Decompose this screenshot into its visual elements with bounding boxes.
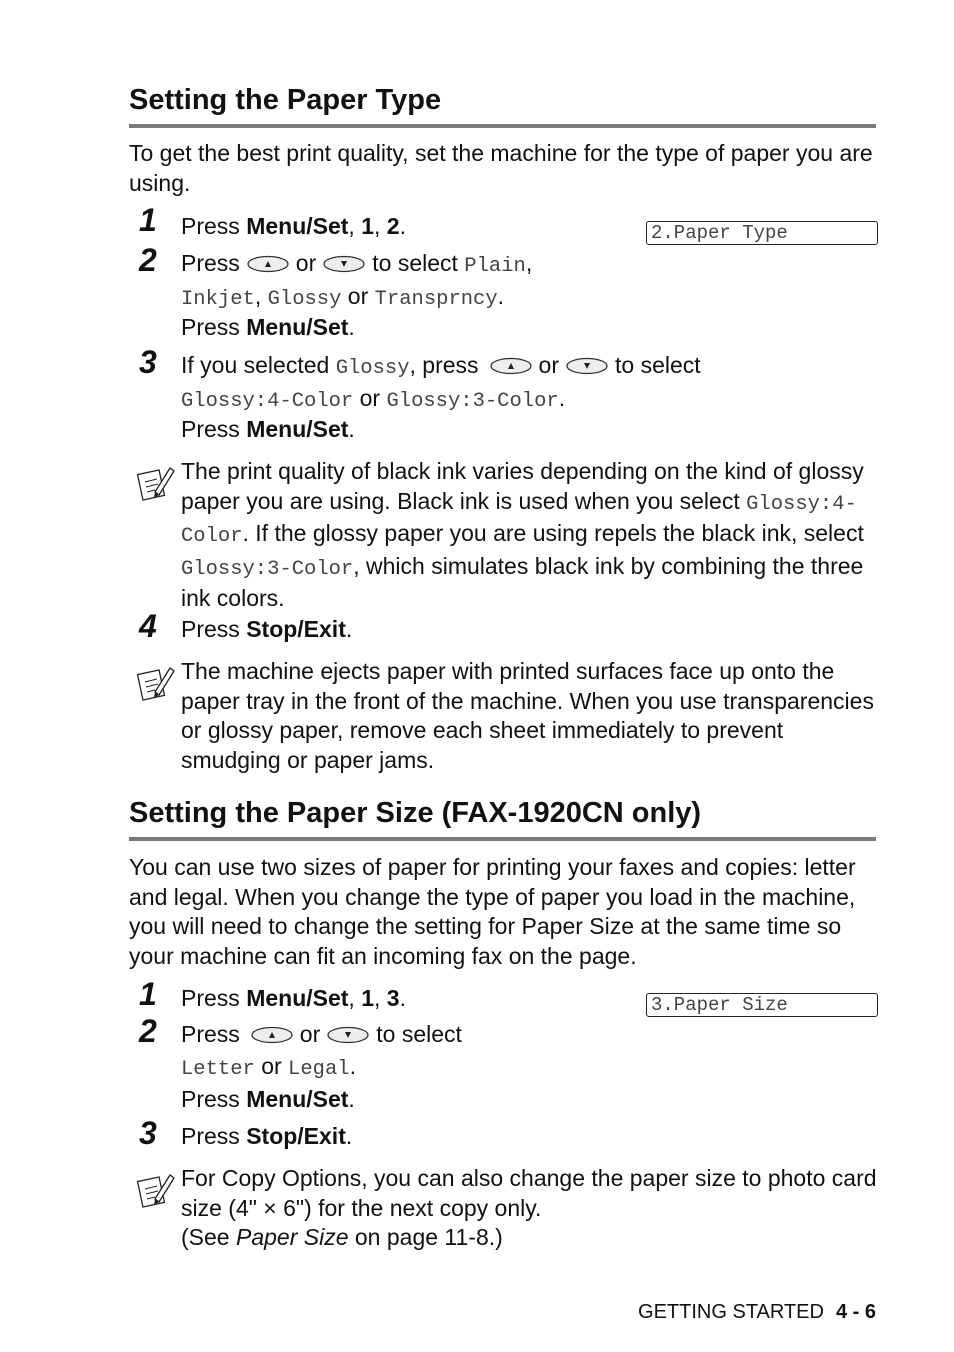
note-text: For Copy Options, you can also change the paper size to photo card size (4" × 6") for the next copy only. (See Paper Size on page 11-8.) [181,1165,877,1250]
stop-exit-key: Stop/Exit [246,616,346,642]
step-text: Press Stop/Exit. [181,616,353,642]
menu-set-key: Menu/Set [246,314,349,340]
step-text: Press Menu/Set. [181,314,355,340]
step-text: Press or to select Plain, Inkjet, Glossy or Transprncy. [181,250,533,311]
step-number: 4 [139,608,157,644]
step-text: Press Menu/Set. [181,1086,355,1112]
note-text: The print quality of black ink varies depending on the kind of glossy paper you are using. Black ink is used when you select Glossy:4-Color. If the glossy paper you are using repels the black ink, select Glossy:3-Color, which simulates black ink by combining the three ink colors. [181,458,864,611]
step-number: 3 [139,1115,157,1151]
stop-exit-key: Stop/Exit [246,1123,346,1149]
menu-set-key: Menu/Set [246,213,349,239]
step-text: Press Stop/Exit. [181,1123,353,1149]
note-pencil-icon [137,662,175,710]
step-number: 2 [139,1013,157,1049]
intro-paragraph: To get the best print quality, set the machine for the type of paper you are using. [129,140,873,196]
down-arrow-key-icon [322,251,366,281]
up-arrow-key-icon [246,251,290,281]
chapter-label: GETTING STARTED [638,1301,824,1323]
intro-paragraph: You can use two sizes of paper for printing your faxes and copies: letter and legal. When you change the type of paper you load in the machine, you will need to change the setting for Paper Size at the same time so your machine can fit an incoming fax on the page. [129,854,856,969]
step-text: Press Menu/Set. [181,416,355,442]
step-text: If you selected Glossy, press or to select Glossy:4-Color or Glossy:3-Color. [181,352,701,413]
menu-set-key: Menu/Set [246,985,349,1011]
up-arrow-key-icon [489,353,533,383]
step-number: 1 [139,202,157,238]
section-heading-paper-type: Setting the Paper Type [129,84,442,116]
note-pencil-icon [137,1169,175,1217]
lcd-display: 3.Paper Size [646,993,878,1017]
step-text: Press Menu/Set, 1, 2. [181,213,406,239]
step-number: 2 [139,242,157,278]
step-text: Press or to select Letter or Legal. [181,1021,462,1081]
step-number: 3 [139,344,157,380]
step-text: Press Menu/Set, 1, 3. [181,985,406,1011]
page-number: 4 - 6 [835,1301,876,1323]
page-footer [638,1300,876,1324]
cross-reference: Paper Size [235,1224,349,1250]
step-number: 1 [139,976,157,1012]
heading-rule [129,837,876,841]
down-arrow-key-icon [565,353,609,383]
lcd-display: 2.Paper Type [646,221,878,245]
menu-set-key: Menu/Set [246,416,349,442]
up-arrow-key-icon [250,1022,294,1052]
section-heading-paper-size: Setting the Paper Size (FAX-1920CN only) [129,797,702,829]
heading-rule [129,124,876,128]
menu-set-key: Menu/Set [246,1086,349,1112]
note-text: The machine ejects paper with printed surfaces face up onto the paper tray in the front of the machine. When you use transparencies or glossy paper, remove each sheet immediately to prevent smudging or paper jams. [181,658,874,773]
down-arrow-key-icon [326,1022,370,1052]
note-pencil-icon [137,462,175,510]
